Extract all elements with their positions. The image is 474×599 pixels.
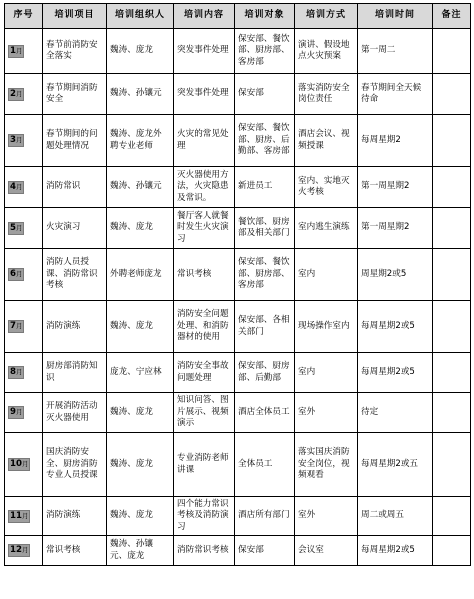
organizer-cell: 庞龙、宁应林 bbox=[107, 353, 174, 393]
month-badge bbox=[8, 134, 24, 147]
method-cell: 酒店会议、视频授课 bbox=[295, 115, 358, 167]
row-number-cell bbox=[5, 208, 43, 249]
month-badge bbox=[8, 268, 24, 281]
table-row bbox=[5, 115, 471, 167]
row-number-cell bbox=[5, 497, 43, 536]
method-cell: 室内 bbox=[295, 249, 358, 301]
method-cell: 室内、实地灭火考核 bbox=[295, 167, 358, 208]
training-item-cell: 火灾演习 bbox=[43, 208, 107, 249]
month-badge bbox=[8, 222, 24, 235]
content-cell: 消防安全事故问题处理 bbox=[174, 353, 235, 393]
month-number: 12 bbox=[10, 545, 22, 555]
target-cell: 保安部、餐饮部、厨房、后勤部、客房部 bbox=[235, 115, 295, 167]
target-cell: 保安部 bbox=[235, 74, 295, 115]
note-cell bbox=[433, 249, 471, 301]
month-number: 3 bbox=[10, 135, 16, 145]
content-cell: 专业消防老师讲课 bbox=[174, 433, 235, 497]
table-row bbox=[5, 208, 471, 249]
month-unit: 月 bbox=[15, 136, 23, 144]
month-unit: 月 bbox=[21, 511, 29, 520]
content-cell: 火灾的常见处理 bbox=[174, 115, 235, 167]
month-number: 9 bbox=[10, 407, 16, 417]
method-cell: 演讲、假设地点火灾预案 bbox=[295, 29, 358, 74]
table-row bbox=[5, 301, 471, 353]
month-unit: 月 bbox=[15, 89, 23, 98]
month-badge bbox=[8, 510, 30, 523]
month-unit: 月 bbox=[15, 322, 23, 330]
method-cell: 现场操作室内 bbox=[295, 301, 358, 353]
month-number: 6 bbox=[10, 269, 16, 279]
time-cell: 第一周星期2 bbox=[358, 167, 433, 208]
table-row bbox=[5, 393, 471, 433]
row-number-cell bbox=[5, 301, 43, 353]
header-cell-note: 备注 bbox=[433, 4, 471, 29]
month-unit: 月 bbox=[21, 460, 29, 468]
content-cell: 突发事件处理 bbox=[174, 74, 235, 115]
month-unit: 月 bbox=[15, 270, 23, 278]
organizer-cell: 魏涛、孙镶元、庞龙 bbox=[107, 536, 174, 566]
training-item-cell: 常识考核 bbox=[43, 536, 107, 566]
month-number: 11 bbox=[10, 510, 22, 521]
target-cell: 酒店所有部门 bbox=[235, 497, 295, 536]
target-cell: 全体员工 bbox=[235, 433, 295, 497]
row-number-cell bbox=[5, 29, 43, 74]
time-cell: 每周星期2或5 bbox=[358, 353, 433, 393]
organizer-cell: 魏涛、庞龙 bbox=[107, 29, 174, 74]
target-cell: 保安部、厨房部、后勤部 bbox=[235, 353, 295, 393]
organizer-cell: 魏涛、庞龙 bbox=[107, 301, 174, 353]
month-unit: 月 bbox=[15, 368, 23, 376]
header-cell-method: 培训方式 bbox=[295, 4, 358, 29]
note-cell bbox=[433, 497, 471, 536]
organizer-cell: 魏涛、庞龙 bbox=[107, 497, 174, 536]
month-badge bbox=[8, 366, 24, 379]
training-item-cell: 春节期间的问题处理情况 bbox=[43, 115, 107, 167]
content-cell: 餐厅客人就餐时发生火灾演习 bbox=[174, 208, 235, 249]
target-cell: 酒店全体员工 bbox=[235, 393, 295, 433]
target-cell: 保安部、各相关部门 bbox=[235, 301, 295, 353]
content-cell: 消防安全问题处理、和消防器材的使用 bbox=[174, 301, 235, 353]
month-badge bbox=[8, 88, 24, 101]
method-cell: 室内逃生演练 bbox=[295, 208, 358, 249]
table-row bbox=[5, 536, 471, 566]
table-row bbox=[5, 74, 471, 115]
content-cell: 四个能力常识考核及消防演习 bbox=[174, 497, 235, 536]
note-cell bbox=[433, 301, 471, 353]
month-unit: 月 bbox=[15, 223, 23, 232]
month-number: 2 bbox=[10, 88, 16, 99]
target-cell: 餐饮部、厨房部及相关部门 bbox=[235, 208, 295, 249]
organizer-cell: 魏涛、庞龙外聘专业老师 bbox=[107, 115, 174, 167]
month-badge bbox=[8, 45, 24, 58]
month-number: 8 bbox=[10, 367, 16, 377]
organizer-cell: 魏涛、孙镶元 bbox=[107, 167, 174, 208]
header-cell-organizer: 培训组织人 bbox=[107, 4, 174, 29]
note-cell bbox=[433, 393, 471, 433]
content-cell: 常识考核 bbox=[174, 249, 235, 301]
method-cell: 落实国庆消防安全岗位，视频观看 bbox=[295, 433, 358, 497]
time-cell: 每周星期2或5 bbox=[358, 536, 433, 566]
table-row bbox=[5, 249, 471, 301]
table-row bbox=[5, 497, 471, 536]
row-number-cell bbox=[5, 249, 43, 301]
month-number: 1 bbox=[10, 45, 16, 56]
table-row bbox=[5, 167, 471, 208]
table-row bbox=[5, 353, 471, 393]
time-cell: 每周星期2 bbox=[358, 115, 433, 167]
row-number-cell bbox=[5, 74, 43, 115]
organizer-cell: 魏涛、庞龙 bbox=[107, 433, 174, 497]
month-badge bbox=[8, 458, 30, 471]
training-item-cell: 开展消防活动灭火器使用 bbox=[43, 393, 107, 433]
month-unit: 月 bbox=[15, 182, 23, 191]
time-cell: 每周星期2或五 bbox=[358, 433, 433, 497]
month-number: 10 bbox=[10, 459, 22, 469]
month-number: 7 bbox=[10, 321, 16, 331]
content-cell: 突发事件处理 bbox=[174, 29, 235, 74]
row-number-cell bbox=[5, 536, 43, 566]
note-cell bbox=[433, 29, 471, 74]
table-row bbox=[5, 433, 471, 497]
organizer-cell: 外聘老师庞龙 bbox=[107, 249, 174, 301]
month-badge bbox=[8, 406, 24, 419]
note-cell bbox=[433, 536, 471, 566]
target-cell: 新进员工 bbox=[235, 167, 295, 208]
row-number-cell bbox=[5, 393, 43, 433]
time-cell: 第一周星期2 bbox=[358, 208, 433, 249]
content-cell: 灭火器使用方法，火灾隐患及常识。 bbox=[174, 167, 235, 208]
method-cell: 室内 bbox=[295, 353, 358, 393]
method-cell: 室外 bbox=[295, 393, 358, 433]
note-cell bbox=[433, 433, 471, 497]
month-number: 5 bbox=[10, 222, 16, 233]
time-cell: 每周星期2或5 bbox=[358, 301, 433, 353]
method-cell: 室外 bbox=[295, 497, 358, 536]
month-unit: 月 bbox=[15, 46, 23, 55]
time-cell: 第一周二 bbox=[358, 29, 433, 74]
month-unit: 月 bbox=[15, 408, 23, 416]
table-row bbox=[5, 29, 471, 74]
header-row bbox=[5, 4, 471, 29]
training-item-cell: 消防演练 bbox=[43, 301, 107, 353]
row-number-cell bbox=[5, 353, 43, 393]
month-badge bbox=[8, 181, 24, 194]
header-cell-target: 培训对象 bbox=[235, 4, 295, 29]
row-number-cell bbox=[5, 115, 43, 167]
training-item-cell: 厨房部消防知识 bbox=[43, 353, 107, 393]
training-item-cell: 消防演练 bbox=[43, 497, 107, 536]
content-cell: 消防常识考核 bbox=[174, 536, 235, 566]
month-unit: 月 bbox=[21, 546, 29, 554]
note-cell bbox=[433, 208, 471, 249]
target-cell: 保安部、餐饮部、厨房部、客房部 bbox=[235, 29, 295, 74]
organizer-cell: 魏涛、庞龙 bbox=[107, 208, 174, 249]
target-cell: 保安部 bbox=[235, 536, 295, 566]
training-item-cell: 消防人员授课、消防常识考核 bbox=[43, 249, 107, 301]
content-cell: 知识问答、图片展示、视频演示 bbox=[174, 393, 235, 433]
training-item-cell: 春节前消防安全落实 bbox=[43, 29, 107, 74]
training-item-cell: 消防常识 bbox=[43, 167, 107, 208]
note-cell bbox=[433, 115, 471, 167]
header-cell-number: 序号 bbox=[5, 4, 43, 29]
row-number-cell bbox=[5, 433, 43, 497]
row-number-cell bbox=[5, 167, 43, 208]
header-cell-item: 培训项目 bbox=[43, 4, 107, 29]
training-item-cell: 春节期间消防安全 bbox=[43, 74, 107, 115]
time-cell: 春节期间全天候待命 bbox=[358, 74, 433, 115]
note-cell bbox=[433, 74, 471, 115]
header-cell-content: 培训内容 bbox=[174, 4, 235, 29]
note-cell bbox=[433, 353, 471, 393]
organizer-cell: 魏涛、庞龙 bbox=[107, 393, 174, 433]
training-schedule-table bbox=[4, 3, 471, 566]
time-cell: 待定 bbox=[358, 393, 433, 433]
method-cell: 落实消防安全岗位责任 bbox=[295, 74, 358, 115]
target-cell: 保安部、餐饮部、厨房部、客房部 bbox=[235, 249, 295, 301]
header-cell-time: 培训时间 bbox=[358, 4, 433, 29]
time-cell: 周二或周五 bbox=[358, 497, 433, 536]
month-badge bbox=[8, 544, 30, 557]
note-cell bbox=[433, 167, 471, 208]
method-cell: 会议室 bbox=[295, 536, 358, 566]
time-cell: 周星期2或5 bbox=[358, 249, 433, 301]
organizer-cell: 魏涛、孙镶元 bbox=[107, 74, 174, 115]
training-item-cell: 国庆消防安全、厨房消防专业人员授课 bbox=[43, 433, 107, 497]
month-number: 4 bbox=[10, 181, 16, 192]
month-badge bbox=[8, 320, 24, 333]
